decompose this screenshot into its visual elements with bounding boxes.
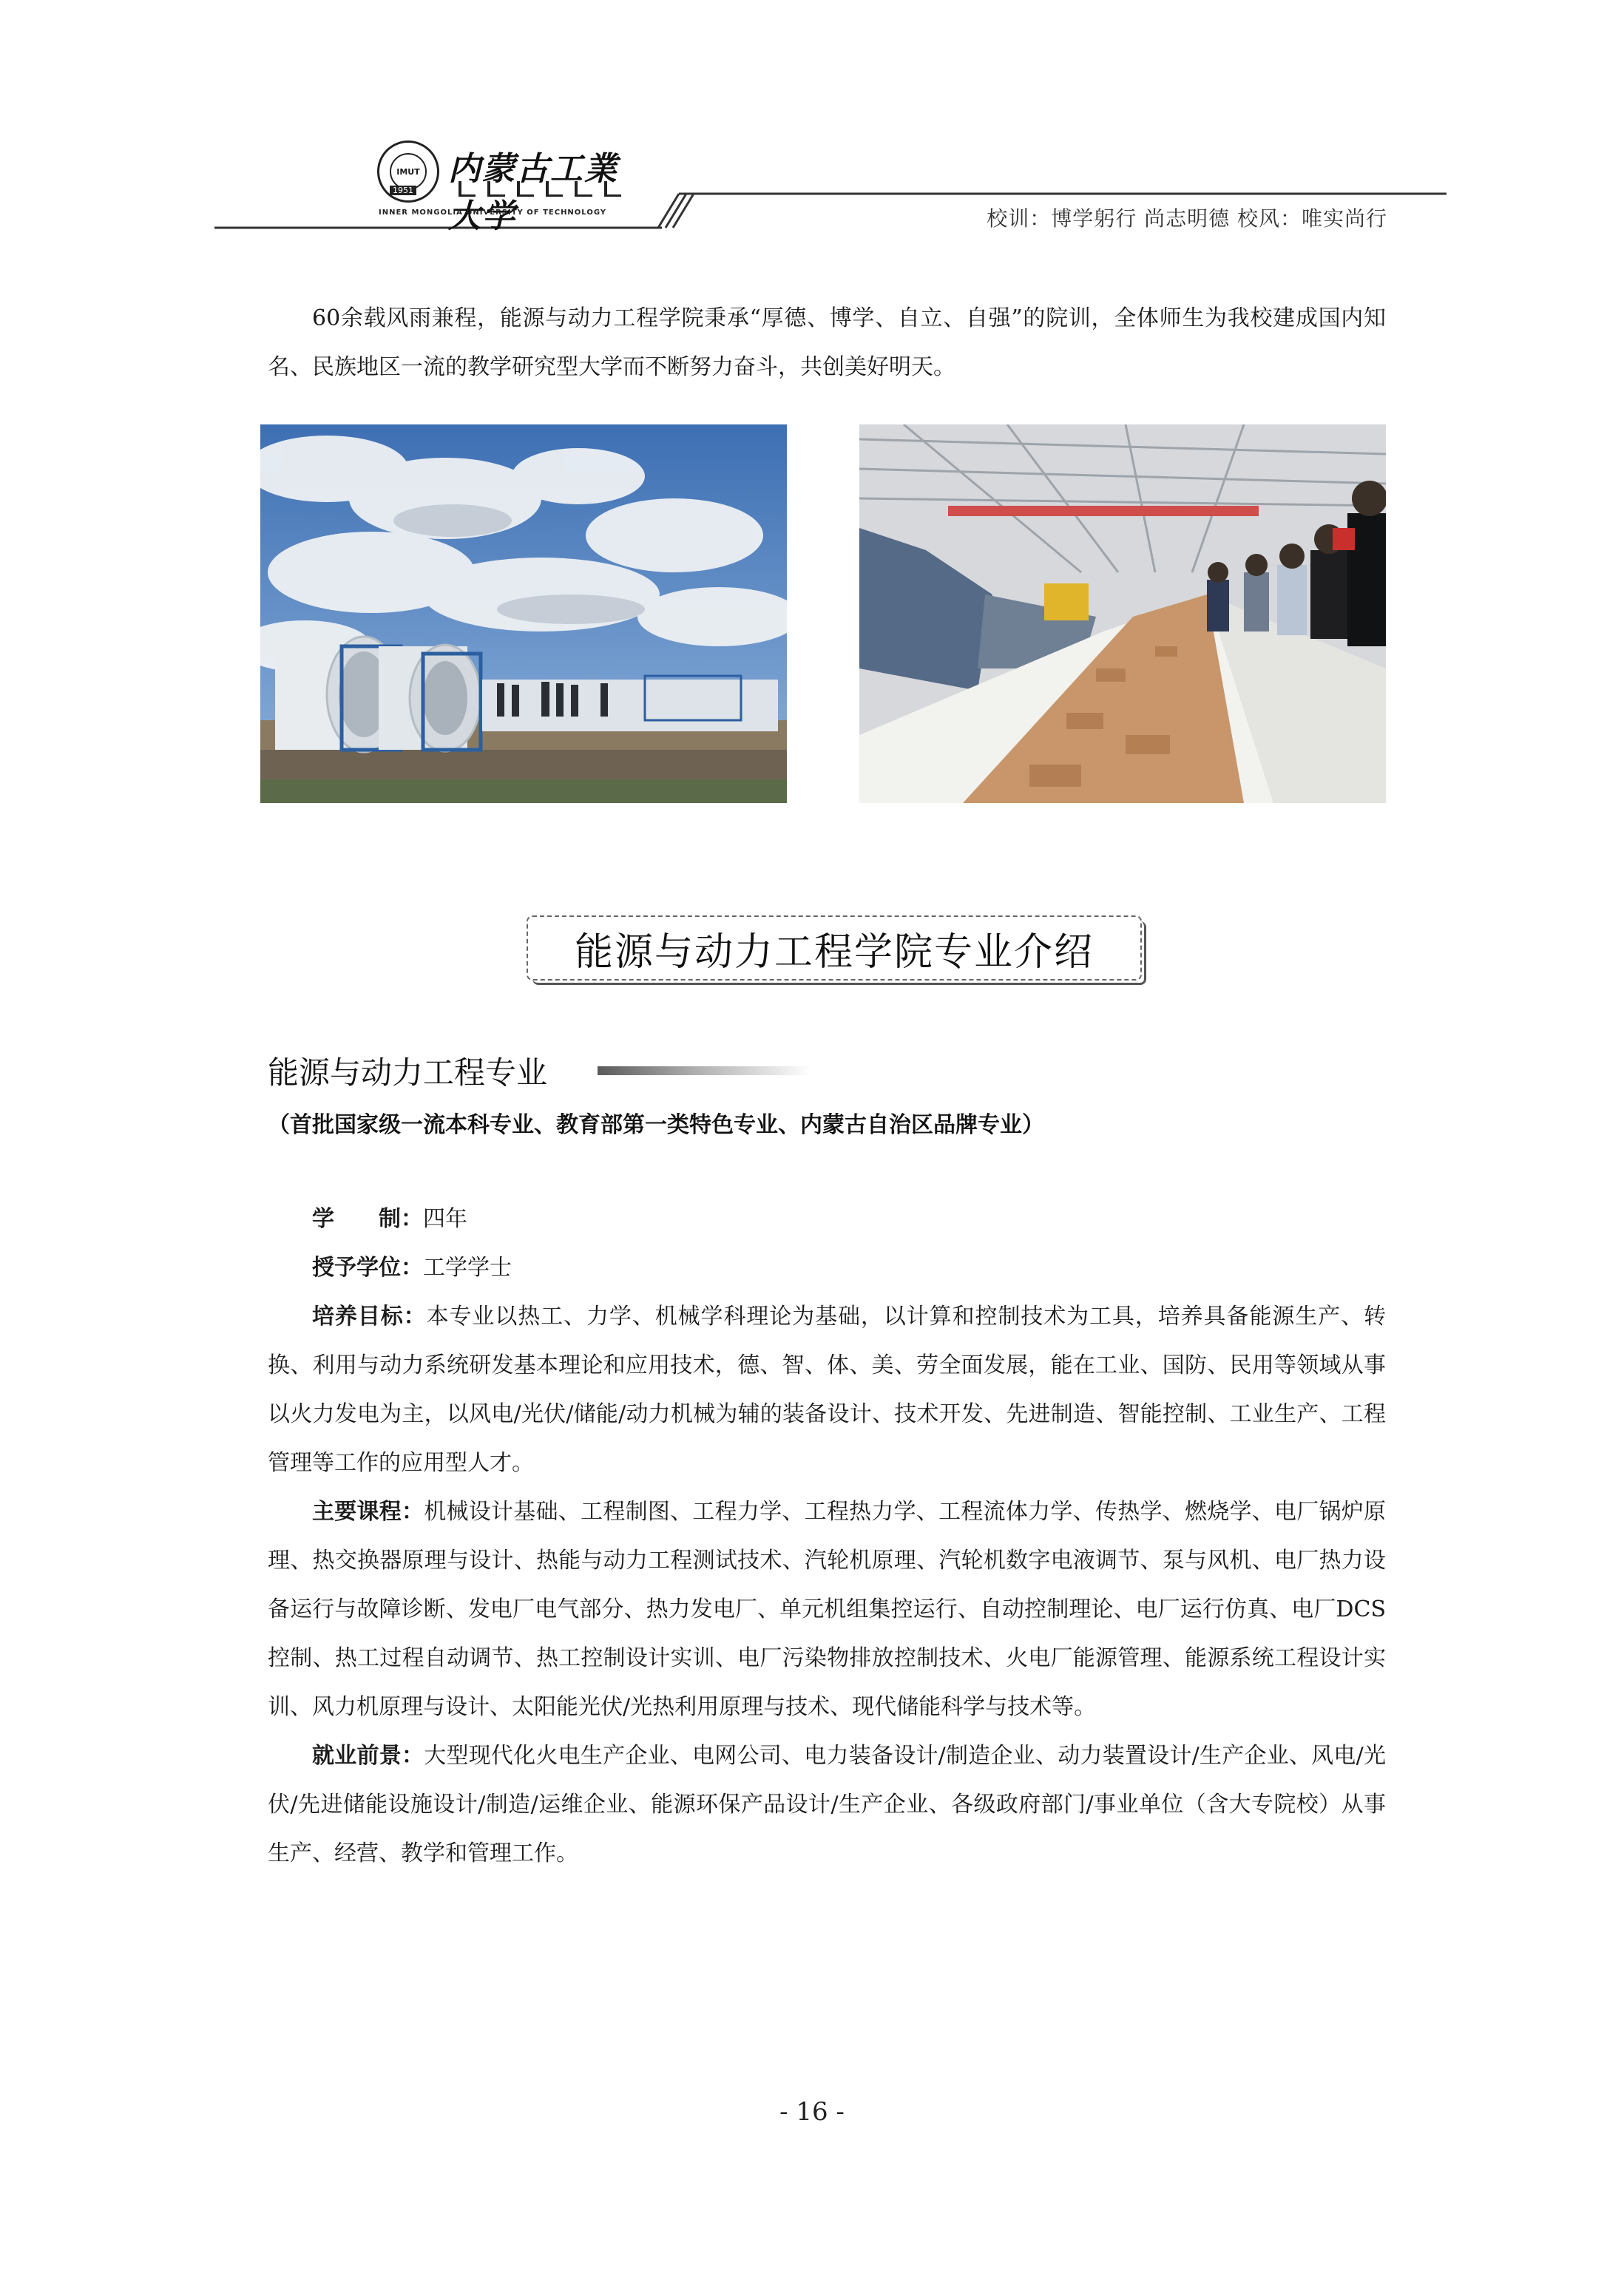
field-value: 机械设计基础、工程制图、工程力学、工程热力学、工程流体力学、传热学、燃烧学、电厂锅炉原理、热交换器原理与设计、热能与动力工程测试技术、汽轮机原理、汽轮机数字电液调节、泵与风机、电厂热力设备运行与故障诊断、发电厂电气部分、热力发电厂、单元机组集控运行、自动控制理论、电厂运行仿真、电厂DCS控制、热工过程自动调节、热工控制设计实训、电厂污染物排放控制技术、火电厂能源管理、能源系统工程设计实训、风力机原理与设计、太阳能光伏/光热利用原理与技术、现代储能科学与技术等。: [268, 1499, 1387, 1720]
major-title: 能源与动力工程专业: [268, 1054, 548, 1091]
major-subtitle: （首批国家级一流本科专业、教育部第一类特色专业、内蒙古自治区品牌专业）: [268, 1112, 1044, 1138]
field-degree: [268, 1244, 1386, 1293]
page-number: - 16 -: [779, 2097, 845, 2127]
university-seal-icon: IMUT 1951: [377, 140, 439, 203]
field-label: 主要课程：: [312, 1499, 424, 1525]
university-name-cn: 内蒙古工業大学: [448, 150, 618, 235]
school-motto: 校训：博学躬行 尚志明德 校风：唯实尚行: [987, 206, 1387, 231]
intro-paragraph: 60余载风雨兼程，能源与动力工程学院秉承“厚德、博学、自立、自强”的院训，全体师生为我校建成国内知名、民族地区一流的教学研究型大学而不断努力奋斗，共创美好明天。: [268, 305, 1386, 380]
field-value: 大型现代化火电生产企业、电网公司、电力装备设计/制造企业、动力装置设计/生产企业、风电/光伏/先进储能设施设计/制造/运维企业、能源环保产品设计/生产企业、各级政府部门/事业单位（含大专院校）从事生产、经营、教学和管理工作。: [268, 1743, 1387, 1866]
university-name-en: INNER MONGOLIA UNIVERSITY OF TECHNOLOGY: [379, 209, 607, 217]
photo-wind-tower-sections: [260, 424, 787, 803]
photo-blade-factory: [859, 424, 1386, 803]
university-logo: [377, 140, 643, 235]
field-label: 授予学位：: [312, 1255, 423, 1281]
field-value: 工学学士: [423, 1255, 512, 1281]
major-title-gradient-bar: [598, 1066, 812, 1075]
field-label: 培养目标：: [312, 1304, 427, 1330]
field-main-courses: [268, 1488, 1386, 1732]
blade-factory-photo-image: [859, 424, 1386, 803]
page-header: [0, 0, 1624, 244]
field-value: 四年: [423, 1206, 467, 1232]
section-title: 能源与动力工程学院专业介绍: [574, 929, 1094, 975]
section-title-box: [527, 915, 1142, 981]
field-label: 学 制：: [312, 1206, 423, 1232]
wind-tower-photo-image: [260, 424, 787, 803]
field-career-prospects: [268, 1732, 1386, 1878]
field-label: 就业前景：: [312, 1743, 424, 1769]
field-duration: [268, 1195, 1386, 1244]
field-value: 本专业以热工、力学、机械学科理论为基础，以计算和控制技术为工具，培养具备能源生产、转换、利用与动力系统研发基本理论和应用技术，德、智、体、美、劳全面发展，能在工业、国防、民用等领域从事以火力发电为主，以风电/光伏/储能/动力机械为辅的装备设计、技术开发、先进制造、智能控制、工业生产、工程管理等工作的应用型人才。: [268, 1304, 1387, 1476]
seal-year: 1951: [390, 186, 416, 195]
mongolian-script-icon: [459, 180, 621, 197]
field-training-goal: [268, 1293, 1386, 1488]
